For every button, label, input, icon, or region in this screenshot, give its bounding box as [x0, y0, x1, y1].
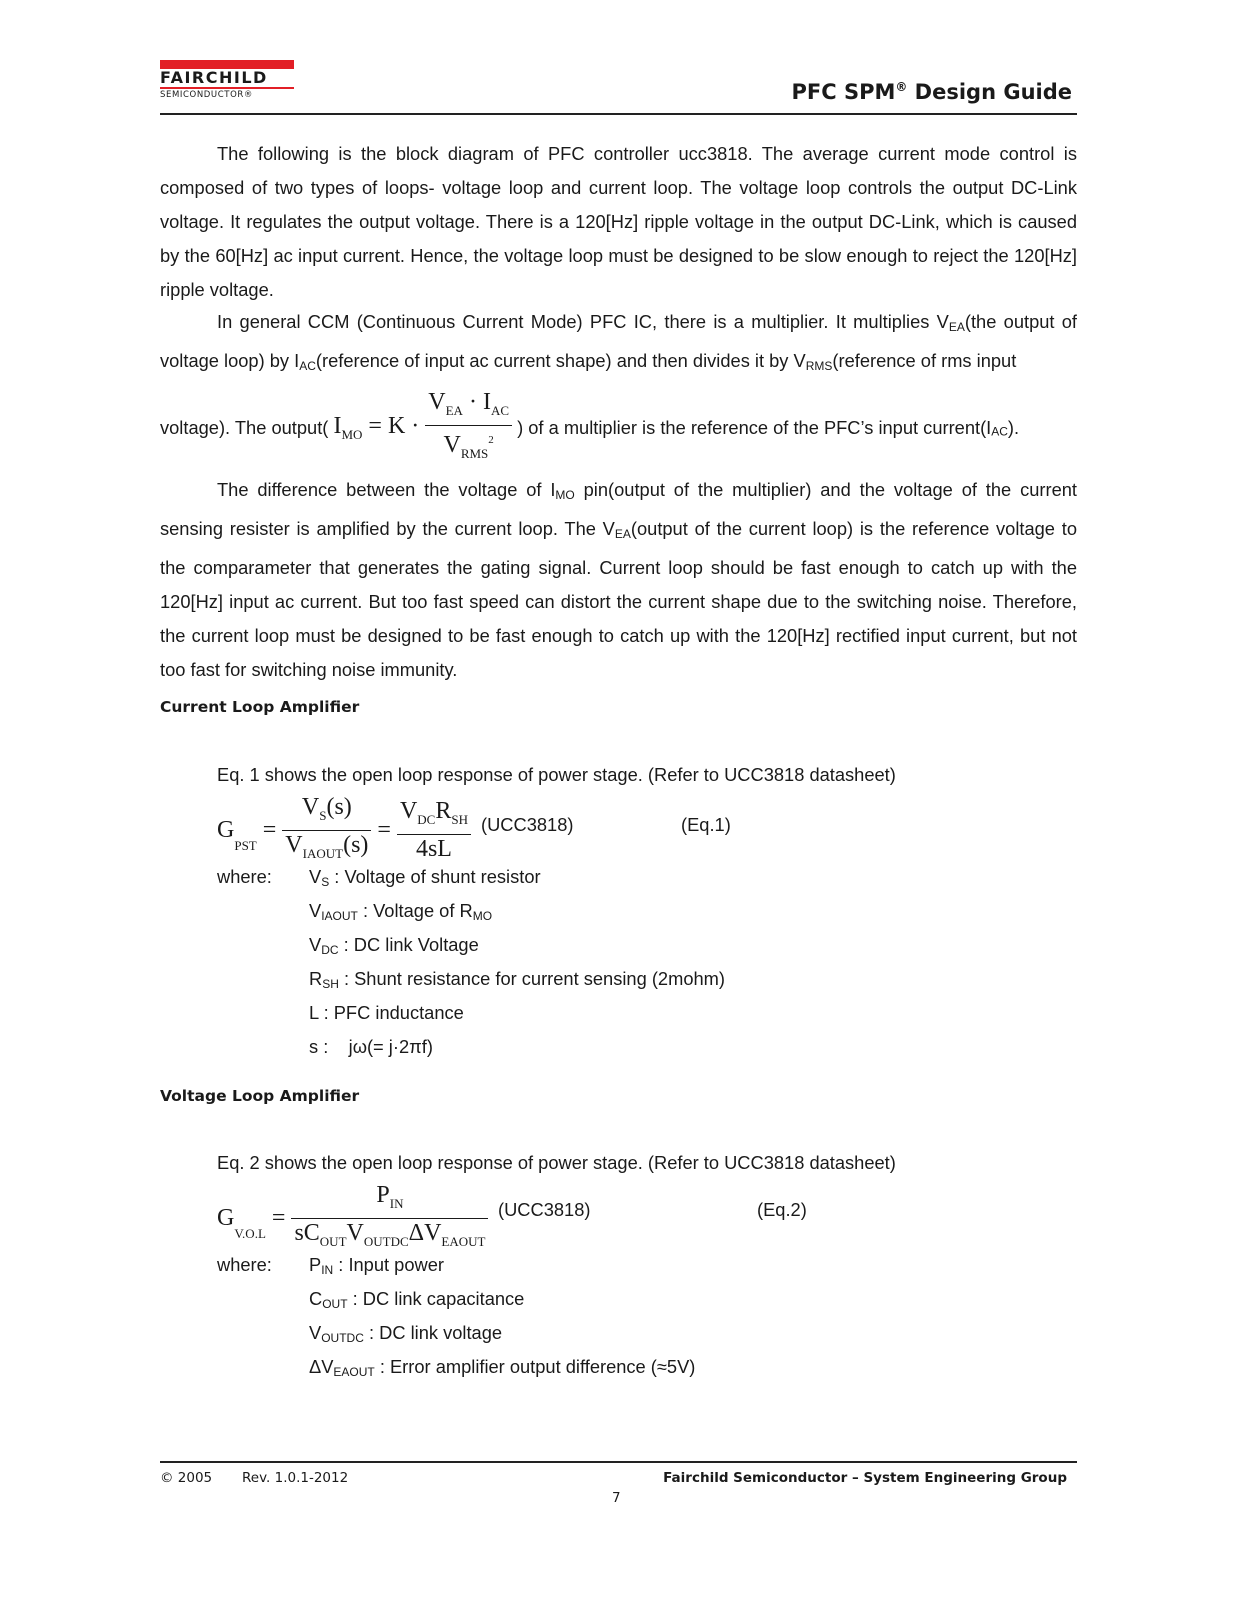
equation-1-label: (Eq.1)	[681, 814, 731, 835]
definition-voutdc: $V_{OUTDC}$ : DC link voltage	[309, 1322, 503, 1345]
definition-vs: $V_S$ : Voltage of shunt resistor	[309, 866, 541, 889]
page-number: 7	[612, 1490, 621, 1506]
equation-2-note: (UCC3818)	[498, 1199, 591, 1220]
header-rule	[160, 113, 1077, 115]
footer-revision: Rev. 1.0.1-2012	[242, 1470, 349, 1486]
heading-voltage-loop: Voltage Loop Amplifier	[160, 1087, 360, 1105]
definition-pin: $P_{IN}$ : Input power	[309, 1254, 444, 1277]
fairchild-logo	[160, 60, 294, 100]
paragraph-intro: The following is the block diagram of PFC controller ucc3818. The average current mode control is composed of two types of loops- voltage loop and current loop. The voltage loop controls the output DC-Link voltage. It regulates the output voltage. There is a 120[Hz] ripple voltage in the output DC-Link, which is caused by the 60[Hz] ac input current. Hence, the voltage loop must be designed to be slow enough to reject the 120[Hz] ripple voltage.	[160, 143, 1077, 300]
paragraph-current-loop: The difference between the voltage of $I_{MO}$ pin(output of the multiplier) and the voltage of the current sensing resister is amplified by the current loop. The $V_{EA}(output$ of the current loop) is the reference voltage to the comparameter that generates the gating signal. Current loop should be fast enough to catch up with the 120[Hz] input ac current. But too fast speed can distort the current shape due to the switching noise. Therefore, the current loop must be designed to be fast enough to catch up with the 120[Hz] rectified input current, but not too fast for switching noise immunity.	[160, 479, 1077, 680]
current-loop-intro: Eq. 1 shows the open loop response of power stage. (Refer to UCC3818 datasheet)	[217, 764, 896, 785]
logo-word: FAIRCHILD	[160, 68, 268, 87]
equation-2-label: (Eq.2)	[757, 1199, 807, 1220]
definition-delta-veaout: $\Delta V_{EAOUT}$ : Error amplifier output difference (≈5V)	[309, 1356, 696, 1379]
voltage-loop-intro: Eq. 2 shows the open loop response of power stage. (Refer to UCC3818 datasheet)	[217, 1152, 896, 1173]
definition-viaout: $V_{IAOUT}$ : Voltage of $R_{MO}$	[309, 900, 493, 923]
footer-rule	[160, 1461, 1077, 1463]
where-label-1: where:	[217, 866, 272, 887]
document-title: PFC SPM® Design Guide	[791, 80, 1072, 104]
footer-group: Fairchild Semiconductor – System Engineering Group	[663, 1470, 1067, 1486]
definition-l: L : PFC inductance	[309, 1002, 464, 1023]
logo-subtitle: SEMICONDUCTOR®	[160, 87, 294, 100]
definition-s: s : jω(= j·2πf)	[309, 1036, 433, 1057]
paragraph-multiplier-output: voltage). The output( $I_{MO} = K$ · $\frac{V_{EA} \cdot I_{AC}}{V_{RMS}^2}$ ) of a multiplier is the reference of the PFC’s input $current(I_{AC})$.	[160, 389, 1020, 461]
equation-1: $G_{PST}$ = $\frac{V_S(s)}{V_{IAOUT}(s)}$ = $\frac{V_{DC}R_{SH}}{4sL}$	[217, 793, 471, 868]
imo-equation: $I_{MO} = K$ · $\frac{V_{EA} \cdot I_{AC}}{V_{RMS}^2}$	[333, 413, 512, 439]
definition-rsh: $R_{SH}$ : Shunt resistance for current sensing (2mohm)	[309, 968, 725, 991]
heading-current-loop: Current Loop Amplifier	[160, 698, 360, 716]
equation-1-note: (UCC3818)	[481, 814, 574, 835]
footer-copyright: © 2005	[160, 1470, 213, 1486]
where-label-2: where:	[217, 1254, 272, 1275]
definition-vdc: $V_{DC}$ : DC link Voltage	[309, 934, 479, 957]
equation-2: $G_{V.O.L}$ = $\frac{P_{IN}}{sC_{OUT}V_{OUTDC}\Delta V_{EAOUT}}$	[217, 1181, 488, 1256]
definition-cout: $C_{OUT}$ : DC link capacitance	[309, 1288, 525, 1311]
paragraph-multiplier: In general CCM (Continuous Current Mode) PFC IC, there is a multiplier. It multiplies $V_{EA}(the$ output of voltage loop) by $I_{AC}(reference$ of input ac current shape) and then divides it by $V_{RMS}(reference$ of rms input	[160, 311, 1078, 373]
